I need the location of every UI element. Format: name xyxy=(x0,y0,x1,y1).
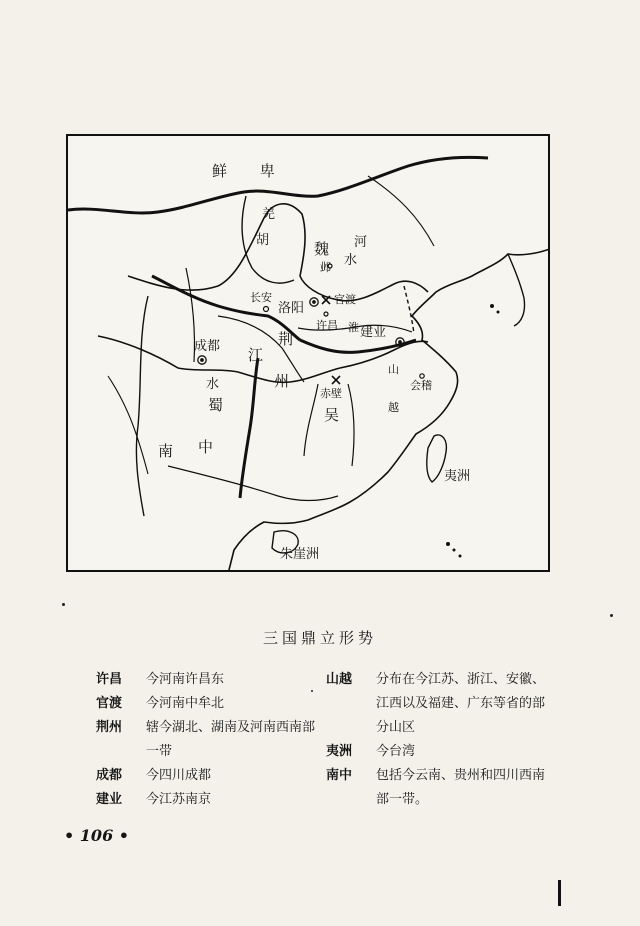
dashed-route xyxy=(404,286,414,334)
island xyxy=(497,311,500,314)
map-frame xyxy=(66,134,550,572)
label-huai: 淮 xyxy=(348,321,359,334)
label-wu: 吴 xyxy=(324,406,340,424)
city-xuchang xyxy=(324,312,328,316)
glossary-term: 山越 xyxy=(326,672,353,687)
island xyxy=(453,549,456,552)
label-changan: 长安 xyxy=(250,291,272,304)
glossary-definition: 今河南许昌东 xyxy=(146,672,225,687)
speck xyxy=(610,614,613,617)
label-yue: 越 xyxy=(388,401,399,414)
figure-caption: 三国鼎立形势 xyxy=(262,629,377,647)
label-shu: 蜀 xyxy=(208,396,224,414)
island xyxy=(490,304,494,308)
glossary-entry xyxy=(326,668,546,740)
label-shui-shu: 水 xyxy=(206,377,220,392)
page-edge-mark xyxy=(558,880,561,906)
korea-coast xyxy=(508,254,525,326)
label-he: 河 xyxy=(354,235,368,250)
glossary-entry xyxy=(326,764,546,812)
city-chengdu xyxy=(198,356,206,364)
gan-river xyxy=(348,384,354,466)
label-xianbei: 鲜 卑 xyxy=(212,162,289,180)
shu-west-boundary xyxy=(136,296,148,516)
label-zhong: 中 xyxy=(198,438,214,456)
pearl-river xyxy=(168,466,338,501)
southwest-river xyxy=(108,376,148,474)
page-number: • 106 • xyxy=(64,826,129,845)
glossary-entry xyxy=(96,788,316,812)
label-shan: 山 xyxy=(388,363,399,376)
glossary-term: 成都 xyxy=(96,768,123,783)
label-yizhou: 夷洲 xyxy=(444,469,471,484)
glossary-definition: 今四川成都 xyxy=(146,768,212,783)
label-guandu: 官渡 xyxy=(334,293,356,306)
glossary-entry xyxy=(96,692,316,716)
glossary-definition: 今河南中牟北 xyxy=(146,696,225,711)
label-wei: 魏 xyxy=(314,240,330,258)
glossary-entry xyxy=(96,716,316,764)
glossary-term: 许昌 xyxy=(96,672,123,687)
island xyxy=(459,555,462,558)
label-qiang: 羌 xyxy=(262,207,276,222)
island xyxy=(446,542,450,546)
glossary-definition: 包括今云南、贵州和四川西南部一带。 xyxy=(376,768,546,807)
label-luoyang: 洛阳 xyxy=(278,301,305,316)
shu-wu-boundary xyxy=(240,358,258,498)
glossary-left xyxy=(96,668,316,812)
label-zhou: 州 xyxy=(274,372,290,390)
speck xyxy=(62,603,65,606)
city-kuaiji xyxy=(420,374,424,378)
label-chengdu: 成都 xyxy=(194,339,221,354)
city-changan xyxy=(264,307,269,312)
label-jianye: 建业 xyxy=(360,325,387,340)
label-zhuyazhou: 朱崖洲 xyxy=(280,547,320,562)
glossary-term: 南中 xyxy=(326,768,353,783)
map-drawing xyxy=(68,136,550,572)
label-jing: 荆 xyxy=(278,330,294,348)
label-xuchang: 许昌 xyxy=(316,319,338,332)
northeast-river xyxy=(368,176,434,246)
label-kuaiji: 会稽 xyxy=(410,379,432,392)
glossary-definition: 今江苏南京 xyxy=(146,792,212,807)
label-ye: 邺 xyxy=(320,261,331,274)
label-jiang: 江 xyxy=(248,346,264,364)
glossary-definition: 分布在今江苏、浙江、安徽、江西以及福建、广东等省的部分山区 xyxy=(376,672,546,735)
glossary-definition: 今台湾 xyxy=(376,744,416,759)
glossary-term: 建业 xyxy=(96,792,123,807)
label-shui-wei: 水 xyxy=(344,253,358,268)
glossary-entry xyxy=(326,740,546,764)
glossary-definition: 辖今湖北、湖南及河南西南部一带 xyxy=(146,720,316,759)
label-chibi: 赤壁 xyxy=(320,387,342,400)
glossary-entry xyxy=(96,764,316,788)
label-nan: 南 xyxy=(158,442,174,460)
glossary-term: 官渡 xyxy=(96,696,123,711)
glossary-right xyxy=(326,668,546,812)
city-luoyang xyxy=(310,298,318,306)
battle-chibi xyxy=(332,376,340,384)
glossary-term: 荆州 xyxy=(96,720,123,735)
glossary-term: 夷洲 xyxy=(326,744,353,759)
glossary-entry xyxy=(96,668,316,692)
xiang-river xyxy=(304,384,318,456)
speck xyxy=(311,690,313,692)
label-hu: 胡 xyxy=(256,233,270,248)
